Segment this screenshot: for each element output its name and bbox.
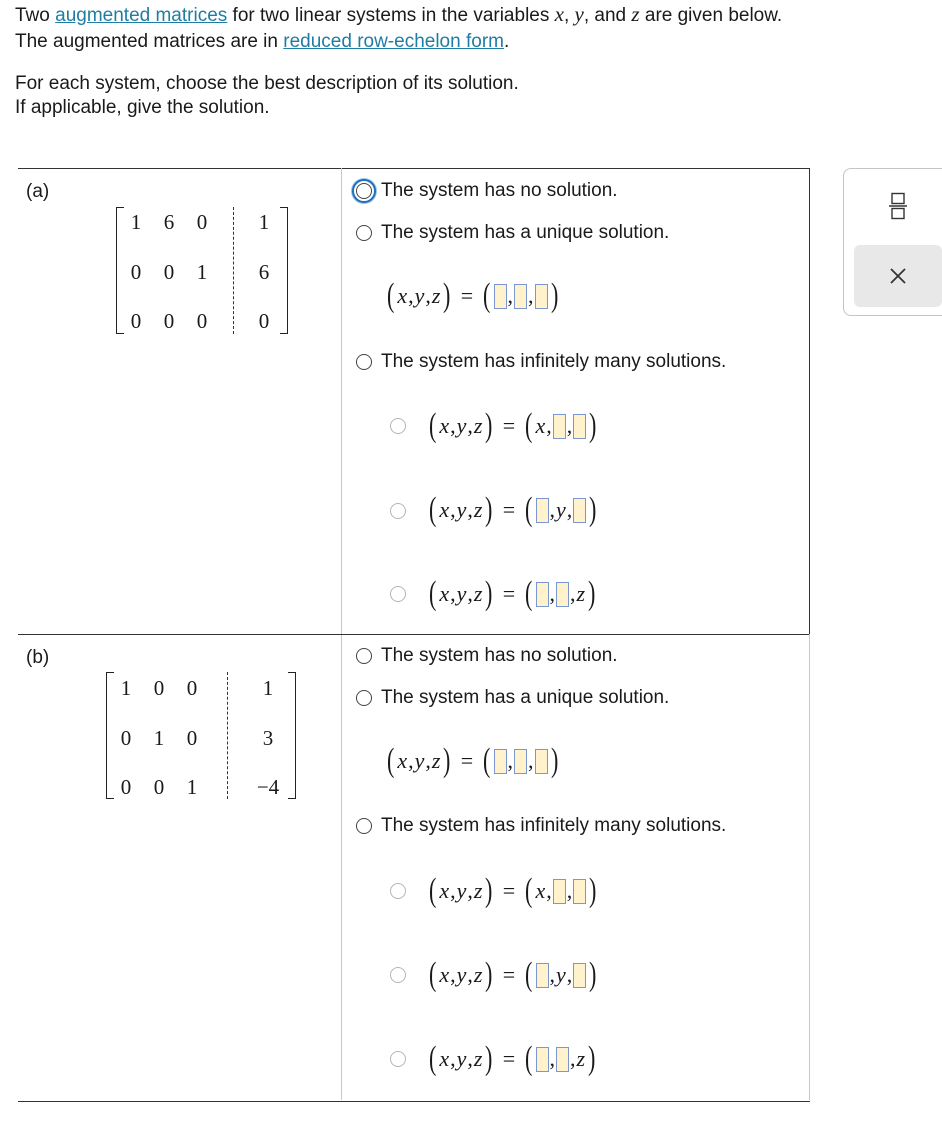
comma: , [408,748,414,773]
equals-sign: = [502,962,516,987]
input-y[interactable] [514,749,527,774]
input-y[interactable] [514,284,527,309]
var-y: y [456,413,467,438]
paren: ) [589,491,597,528]
equals-sign: = [460,748,474,773]
fraction-icon [887,192,909,220]
paren: ( [386,742,395,779]
radio-b-param-z[interactable] [390,1051,406,1067]
matrix-bracket-right [280,207,288,334]
input-x[interactable] [494,284,507,309]
instruction-line-1: For each system, choose the best description of its solution. [15,73,519,94]
option-label: The system has no solution. [381,180,618,201]
matrix-cell: 0 [153,775,165,799]
intro-text: Two [15,5,56,26]
comma: , [467,878,473,903]
param-x-eq-a [427,406,599,446]
input-x[interactable] [536,963,549,988]
matrix-cell: 0 [130,260,142,284]
input-z[interactable] [573,498,586,523]
matrix-cell: 1 [262,676,274,700]
var-y: y [414,283,425,308]
matrix-cell: 1 [258,210,270,234]
matrix-cell: 0 [163,309,175,333]
input-x[interactable] [494,749,507,774]
paren: ) [485,956,493,993]
matrix-bracket-left [106,672,114,799]
var-y: y [556,962,566,987]
option-label: The system has a unique solution. [381,687,670,708]
input-x[interactable] [536,1047,549,1072]
matrix-cell: 3 [262,726,274,750]
comma: , [546,413,552,438]
input-y[interactable] [556,1047,569,1072]
var-x: x [397,283,408,308]
paren: ( [525,491,533,528]
radio-a-unique[interactable] [356,225,372,241]
var-y: y [456,497,467,522]
paren: ) [588,575,596,612]
row-divider [18,634,810,635]
comma: , [566,497,573,522]
paren: ) [485,575,493,612]
option-b-infinite[interactable] [356,815,726,837]
matrix-cell: 1 [130,210,142,234]
input-y[interactable] [553,879,566,904]
paren: ( [525,956,533,993]
option-a-no-solution[interactable] [356,179,618,203]
paren: ( [483,277,491,314]
intro-line-1 [15,2,782,28]
var-z: z [473,1046,483,1071]
input-x[interactable] [536,582,549,607]
var-x: x [439,413,450,438]
var-y: y [456,962,467,987]
var-x: x [439,581,450,606]
comma: , [450,497,456,522]
comma: , [566,413,573,438]
var-y: y [456,1046,467,1071]
unique-solution-eq-b [385,741,560,781]
matrix-cell: 0 [196,210,208,234]
comma: , [566,962,573,987]
paren: ( [428,956,437,993]
paren: ( [428,575,437,612]
table-edge [809,168,810,634]
comma: , [507,283,513,308]
matrix-cell: 0 [186,676,198,700]
paren: ( [428,872,437,909]
comma: , [450,1046,456,1071]
comma: , [408,283,414,308]
input-z[interactable] [573,963,586,988]
option-b-no-solution[interactable] [356,645,618,667]
equals-sign: = [502,878,516,903]
paren: ) [589,407,597,444]
input-y[interactable] [556,582,569,607]
var-x: x [554,2,564,26]
paren: ) [550,742,558,779]
matrix-a [116,207,288,334]
var-z: z [431,748,441,773]
comma: , [467,1046,473,1071]
matrix-cell: 1 [120,676,132,700]
comma: , [549,581,555,606]
comma: , [467,962,473,987]
table-edge [809,634,810,1100]
option-label: The system has no solution. [381,645,618,666]
radio-a-no-solution[interactable] [352,179,376,203]
paren: ) [485,872,493,909]
intro-text: are given below. [639,5,783,26]
param-x-eq-b [427,871,599,911]
instruction-line-2: If applicable, give the solution. [15,97,270,118]
var-x: x [439,962,450,987]
option-label: The system has infinitely many solutions. [381,351,727,372]
option-a-unique[interactable] [356,222,669,244]
comma: , [450,581,456,606]
param-z-eq-a [427,574,597,614]
paren: ) [443,742,451,779]
paren: ( [428,491,437,528]
var-y: y [574,2,584,26]
augment-divider [233,207,234,334]
option-label: The system has infinitely many solutions. [381,815,727,836]
var-z: z [473,413,483,438]
input-z[interactable] [535,284,548,309]
matrix-cell: 1 [196,260,208,284]
paren: ) [588,1040,596,1077]
paren: ) [550,277,558,314]
comma: , [566,878,573,903]
comma: , [425,748,431,773]
matrix-bracket-right [288,672,296,799]
radio-b-no-solution[interactable] [356,648,372,664]
var-z: z [576,581,586,606]
augment-divider [227,672,228,799]
equals-sign: = [502,581,516,606]
comma: , [425,283,431,308]
paren: ) [589,872,597,909]
input-z[interactable] [573,414,586,439]
var-z: z [473,497,483,522]
paren: ( [428,407,437,444]
radio-a-param-y[interactable] [390,503,406,519]
paren: ( [428,1040,437,1077]
param-y-eq-a [427,490,599,530]
paren: ( [525,575,533,612]
intro-text: . [503,31,510,52]
var-x: x [535,878,546,903]
option-a-infinite[interactable] [356,351,726,373]
comma: , [528,283,534,308]
paren: ) [485,1040,493,1077]
tool-palette [843,168,942,316]
radio-b-infinite[interactable] [356,818,372,834]
paren: ) [485,491,493,528]
augmented-matrices-link[interactable]: augmented matrices [55,5,228,26]
equals-sign: = [502,497,516,522]
part-a-label: (a) [26,181,50,202]
paren: ) [443,277,451,314]
intro-text: , [563,5,575,26]
comma: , [507,748,513,773]
input-y[interactable] [553,414,566,439]
matrix-cell: 0 [163,260,175,284]
radio-a-param-x[interactable] [390,418,406,434]
radio-a-param-z[interactable] [390,586,406,602]
matrix-cell: 6 [258,260,270,284]
rref-link[interactable]: reduced row-echelon form [283,31,504,52]
comma: , [570,581,576,606]
matrix-cell: 1 [186,775,198,799]
input-x[interactable] [536,498,549,523]
param-z-eq-b [427,1039,597,1079]
matrix-cell: −4 [256,775,280,799]
paren: ( [525,872,533,909]
var-y: y [456,878,467,903]
radio-a-infinite[interactable] [356,354,372,370]
fraction-button[interactable] [854,175,942,237]
var-z: z [473,962,483,987]
part-b-label: (b) [26,647,50,668]
comma: , [467,497,473,522]
var-z: z [576,1046,586,1071]
matrix-cell: 0 [120,726,132,750]
matrix-cell: 0 [196,309,208,333]
comma: , [467,581,473,606]
intro-line-2 [15,30,509,54]
var-y: y [414,748,425,773]
matrix-cell: 0 [120,775,132,799]
comma: , [570,1046,576,1071]
option-b-unique[interactable] [356,687,669,709]
comma: , [450,413,456,438]
option-label: The system has a unique solution. [381,222,670,243]
comma: , [450,878,456,903]
var-z: z [431,283,441,308]
close-icon [888,266,908,286]
input-z[interactable] [573,879,586,904]
var-x: x [397,748,408,773]
comma: , [467,413,473,438]
var-z: z [473,581,483,606]
comma: , [546,878,552,903]
intro-text: , and [583,5,632,26]
equals-sign: = [460,283,474,308]
var-z: z [631,2,640,26]
var-z: z [473,878,483,903]
matrix-cell: 0 [258,309,270,333]
intro-text: The augmented matrices are in [15,31,284,52]
var-y: y [456,581,467,606]
var-x: x [439,497,450,522]
paren: ) [589,956,597,993]
paren: ( [525,407,533,444]
var-x: x [439,1046,450,1071]
var-x: x [439,878,450,903]
comma: , [549,1046,555,1071]
intro-text: for two linear systems in the variables [227,5,555,26]
matrix-bracket-left [116,207,124,334]
paren: ( [483,742,491,779]
paren: ( [386,277,395,314]
equals-sign: = [502,1046,516,1071]
matrix-cell: 0 [153,676,165,700]
unique-solution-eq-a [385,276,560,316]
comma: , [450,962,456,987]
radio-b-param-y[interactable] [390,967,406,983]
matrix-cell: 0 [130,309,142,333]
matrix-b [106,672,296,799]
clear-button[interactable] [854,245,942,307]
var-y: y [556,497,566,522]
matrix-cell: 1 [153,726,165,750]
radio-b-unique[interactable] [356,690,372,706]
comma: , [549,497,555,522]
radio-b-param-x[interactable] [390,883,406,899]
paren: ( [525,1040,533,1077]
comma: , [528,748,534,773]
param-y-eq-b [427,955,599,995]
input-z[interactable] [535,749,548,774]
paren: ) [485,407,493,444]
comma: , [549,962,555,987]
matrix-cell: 6 [163,210,175,234]
matrix-cell: 0 [186,726,198,750]
var-x: x [535,413,546,438]
equals-sign: = [502,413,516,438]
